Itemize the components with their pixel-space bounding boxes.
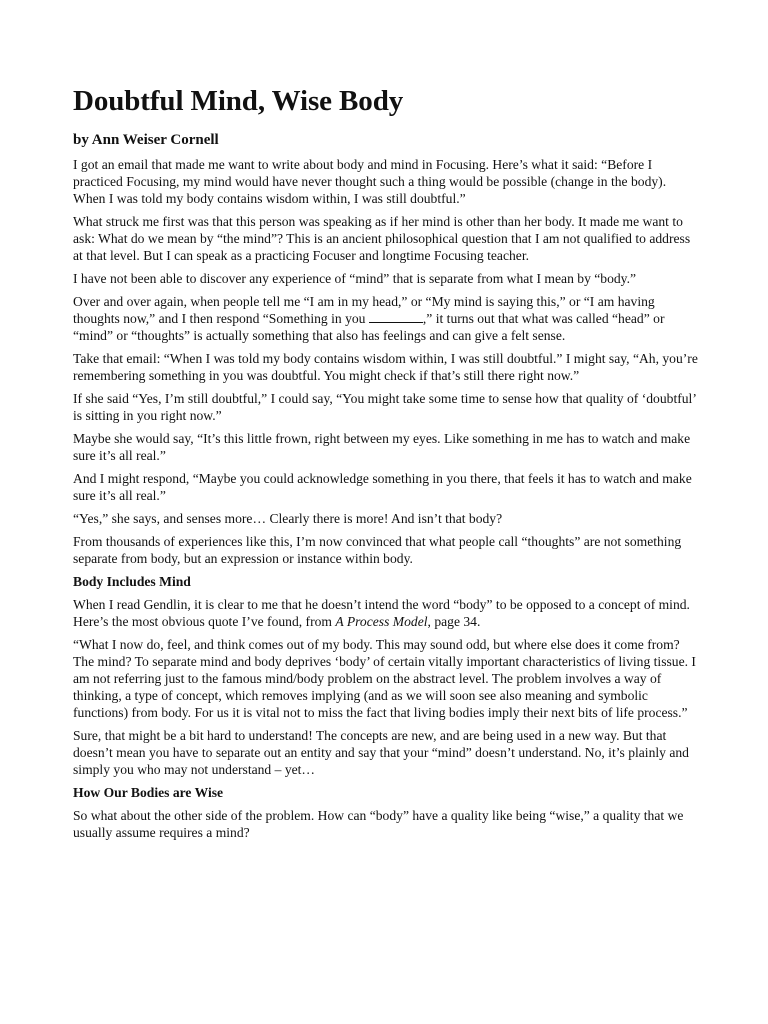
page-title: Doubtful Mind, Wise Body xyxy=(73,85,404,117)
paragraph-5: Take that email: “When I was told my body contains wisdom within, I was still doubtful.” I might say, “Ah, you’re remembering something in you was doubtful. You might check if that’s still there right now.” xyxy=(73,351,698,383)
paragraph-6: If she said “Yes, I’m still doubtful,” I could say, “You might take some time to sense how that quality of ‘doubtful’ is sitting in you right now.” xyxy=(73,391,696,423)
paragraph-11-end: , page 34. xyxy=(427,614,481,629)
paragraph-11 xyxy=(73,596,698,630)
paragraph-11-start: When I read Gendlin, it is clear to me that he doesn’t intend the word “body” to be opposed to a concept of mind. Here’s the most obvious quote I’ve found, from xyxy=(73,597,690,629)
paragraph-3: I have not been able to discover any experience of “mind” that is separate from what I mean by “body.” xyxy=(73,271,637,286)
paragraph-2: What struck me first was that this person was speaking as if her mind is other than her body. It made me want to ask: What do we mean by “the mind”? This is an ancient philosophical question that I am not qualified to address at that level. But I can speak as a practicing Focuser and longtime Focusing teacher. xyxy=(73,214,691,263)
fill-in-blank xyxy=(369,311,423,323)
paragraph-1: I got an email that made me want to write about body and mind in Focusing. Here’s what it said: “Before I practiced Focusing, my mind would have never thought such a thing would be possible (change in the body). When I was told my body contains wisdom within, I was still doubtful.” xyxy=(73,157,667,206)
paragraph-4-start: Over and over again, when people tell me “I am in my head,” or “My mind is saying this,” or “I am having thoughts now,” and I then respond “Something in you xyxy=(73,294,655,326)
paragraph-14: So what about the other side of the problem. How can “body” have a quality like being “wise,” a quality that we usually assume requires a mind? xyxy=(73,808,684,840)
paragraph-4 xyxy=(73,293,698,344)
author-byline: by Ann Weiser Cornell xyxy=(73,132,219,148)
paragraph-8: And I might respond, “Maybe you could acknowledge something in you there, that feels it has to watch and make sure it’s all real.” xyxy=(73,471,692,503)
paragraph-9: “Yes,” she says, and senses more… Clearly there is more! And isn’t that body? xyxy=(73,511,503,526)
paragraph-10: From thousands of experiences like this, I’m now convinced that what people call “thoughts” are not something separate from body, but an expression or instance within body. xyxy=(73,534,682,566)
quote-paragraph: “What I now do, feel, and think comes out of my body. This may sound odd, but where else does it come from? The mind? To separate mind and body deprives ‘body’ of certain vitally important characteristics of living tissue. I am not referring just to the famous mind/body problem on the abstract level. The problem involves a way of thinking, a type of concept, which removes implying (and as we will soon see also meaning and symbolic functions) from body. For us it is vital not to miss the fact that living bodies imply their next bits of life process.” xyxy=(73,637,696,720)
section-heading-bodies-wise: How Our Bodies are Wise xyxy=(73,785,224,800)
paragraph-7: Maybe she would say, “It’s this little frown, right between my eyes. Like something in me has to watch and make sure it’s all real.” xyxy=(73,431,691,463)
paragraph-13: Sure, that might be a bit hard to understand! The concepts are new, and are being used in a new way. But that doesn’t mean you have to separate out an entity and say that your “mind” doesn’t understand. No, it’s plainly and simply you who may not understand – yet… xyxy=(73,728,689,777)
paragraph-4-end: ,” it turns out that what was called “head” or “mind” or “thoughts” is actually something that also has feelings and can give a felt sense. xyxy=(73,311,665,343)
section-heading-body-includes-mind: Body Includes Mind xyxy=(73,574,191,589)
book-title: A Process Model xyxy=(335,614,428,629)
